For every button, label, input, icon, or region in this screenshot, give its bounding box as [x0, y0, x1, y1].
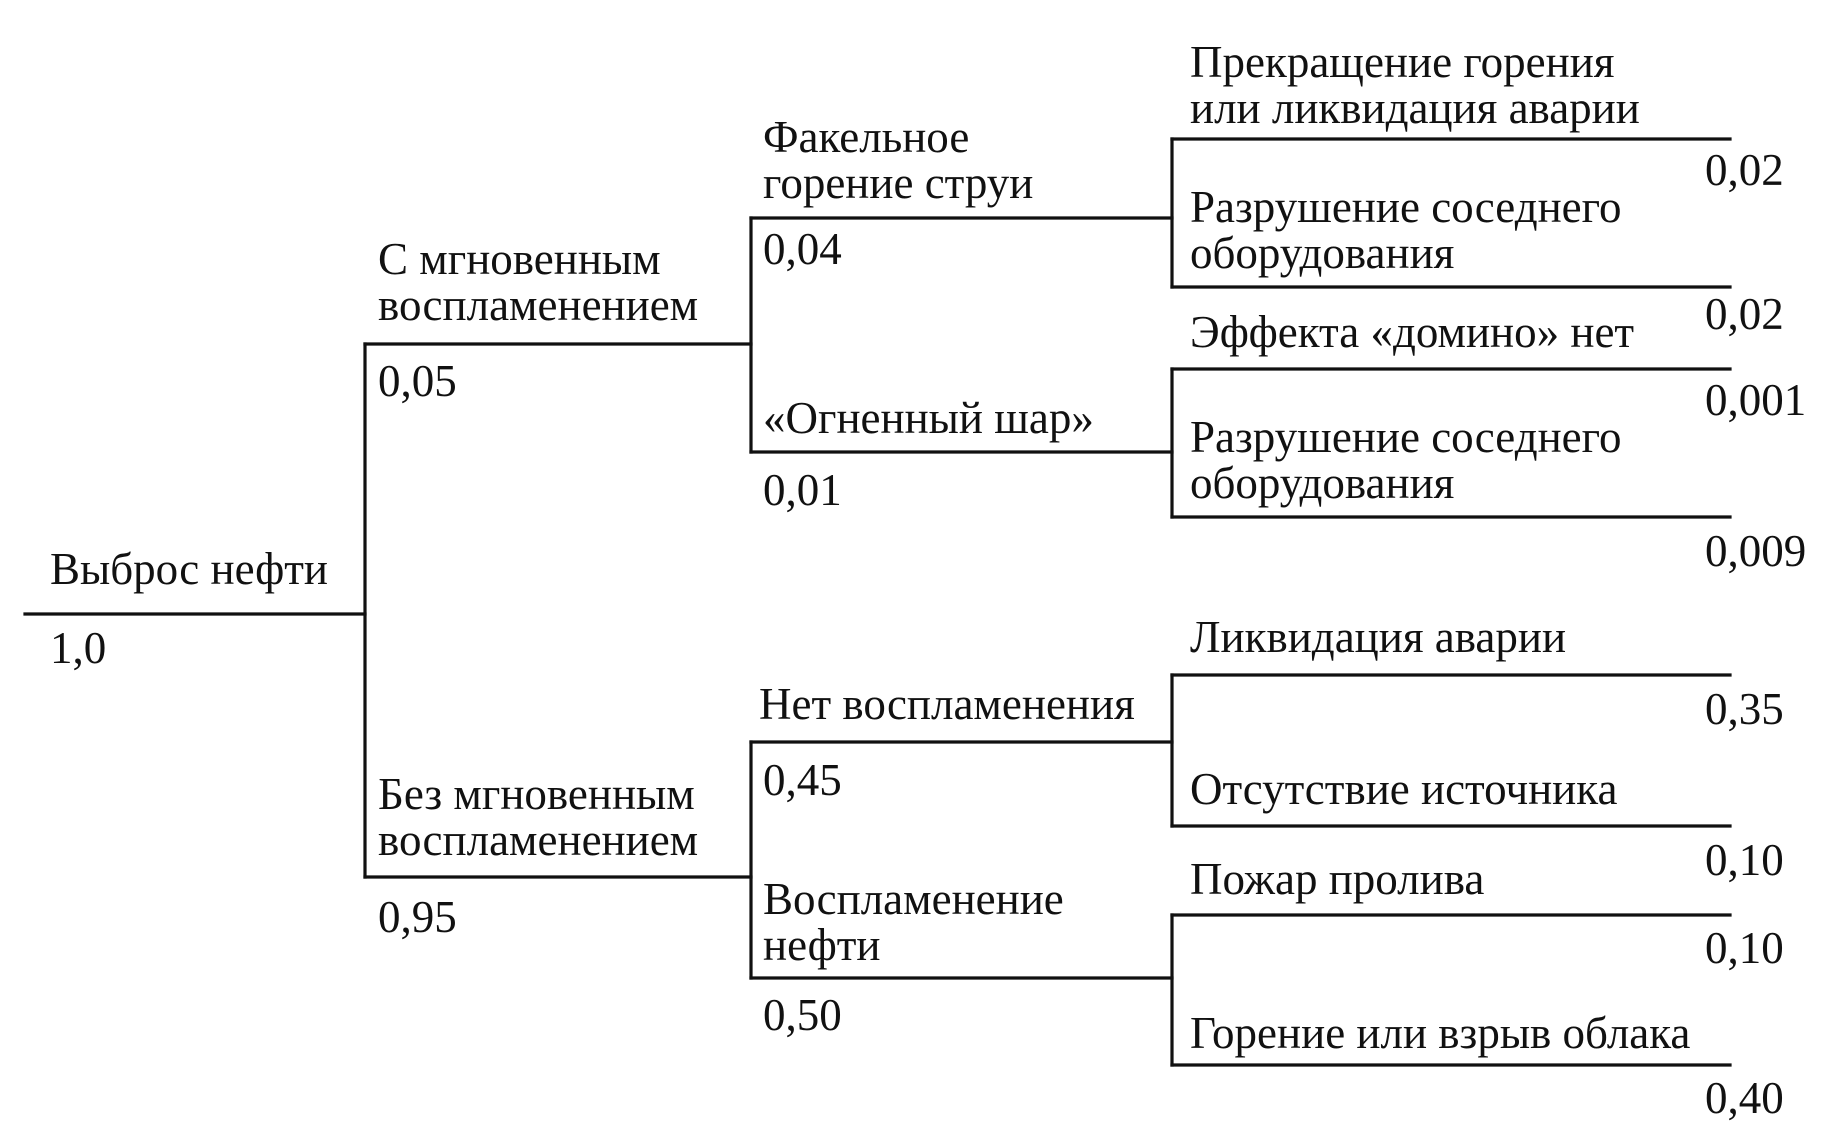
branch-fireball-label: «Огненный шар» — [763, 393, 1094, 443]
outcome-probability-5: 0,35 — [1705, 684, 1784, 734]
outcome-label-2: Разрушение соседнего оборудования — [1190, 182, 1622, 278]
outcome-label-5: Ликвидация аварии — [1190, 612, 1567, 662]
root-probability: 1,0 — [50, 623, 107, 673]
outcome-label-6: Отсутствие источника — [1190, 764, 1618, 814]
outcome-label-3: Эффекта «домино» нет — [1190, 307, 1635, 357]
branch-no-ignition-label: Нет воспламенения — [759, 679, 1135, 729]
outcome-probability-6: 0,10 — [1705, 835, 1784, 885]
branch-fireball-probability: 0,01 — [763, 465, 842, 515]
branch-immediate-probability: 0,05 — [378, 356, 457, 406]
branch-jet-fire-probability: 0,04 — [763, 224, 842, 274]
outcome-probability-1: 0,02 — [1705, 145, 1784, 195]
branch-immediate-label: С мгновенным воспламенением — [378, 234, 699, 330]
outcome-probability-2: 0,02 — [1705, 289, 1784, 339]
outcome-label-4: Разрушение соседнего оборудования — [1190, 412, 1622, 508]
root-label: Выброс нефти — [50, 544, 328, 594]
outcome-probability-8: 0,40 — [1705, 1073, 1784, 1123]
branch-no-immediate-probability: 0,95 — [378, 892, 457, 942]
outcome-probability-4: 0,009 — [1705, 526, 1807, 576]
branch-jet-fire-label: Факельное горение струи — [763, 112, 1034, 208]
branch-no-immediate-label: Без мгновенным воспламенением — [378, 769, 699, 865]
branch-oil-ignition-probability: 0,50 — [763, 990, 842, 1040]
outcome-label-8: Горение или взрыв облака — [1190, 1008, 1691, 1058]
branch-oil-ignition-label: Воспламенение нефти — [763, 874, 1064, 970]
branch-no-ignition-probability: 0,45 — [763, 755, 842, 805]
outcome-label-1: Прекращение горения или ликвидация аварии — [1190, 37, 1640, 133]
outcome-probability-7: 0,10 — [1705, 923, 1784, 973]
outcome-label-7: Пожар пролива — [1190, 854, 1485, 904]
outcome-probability-3: 0,001 — [1705, 375, 1807, 425]
